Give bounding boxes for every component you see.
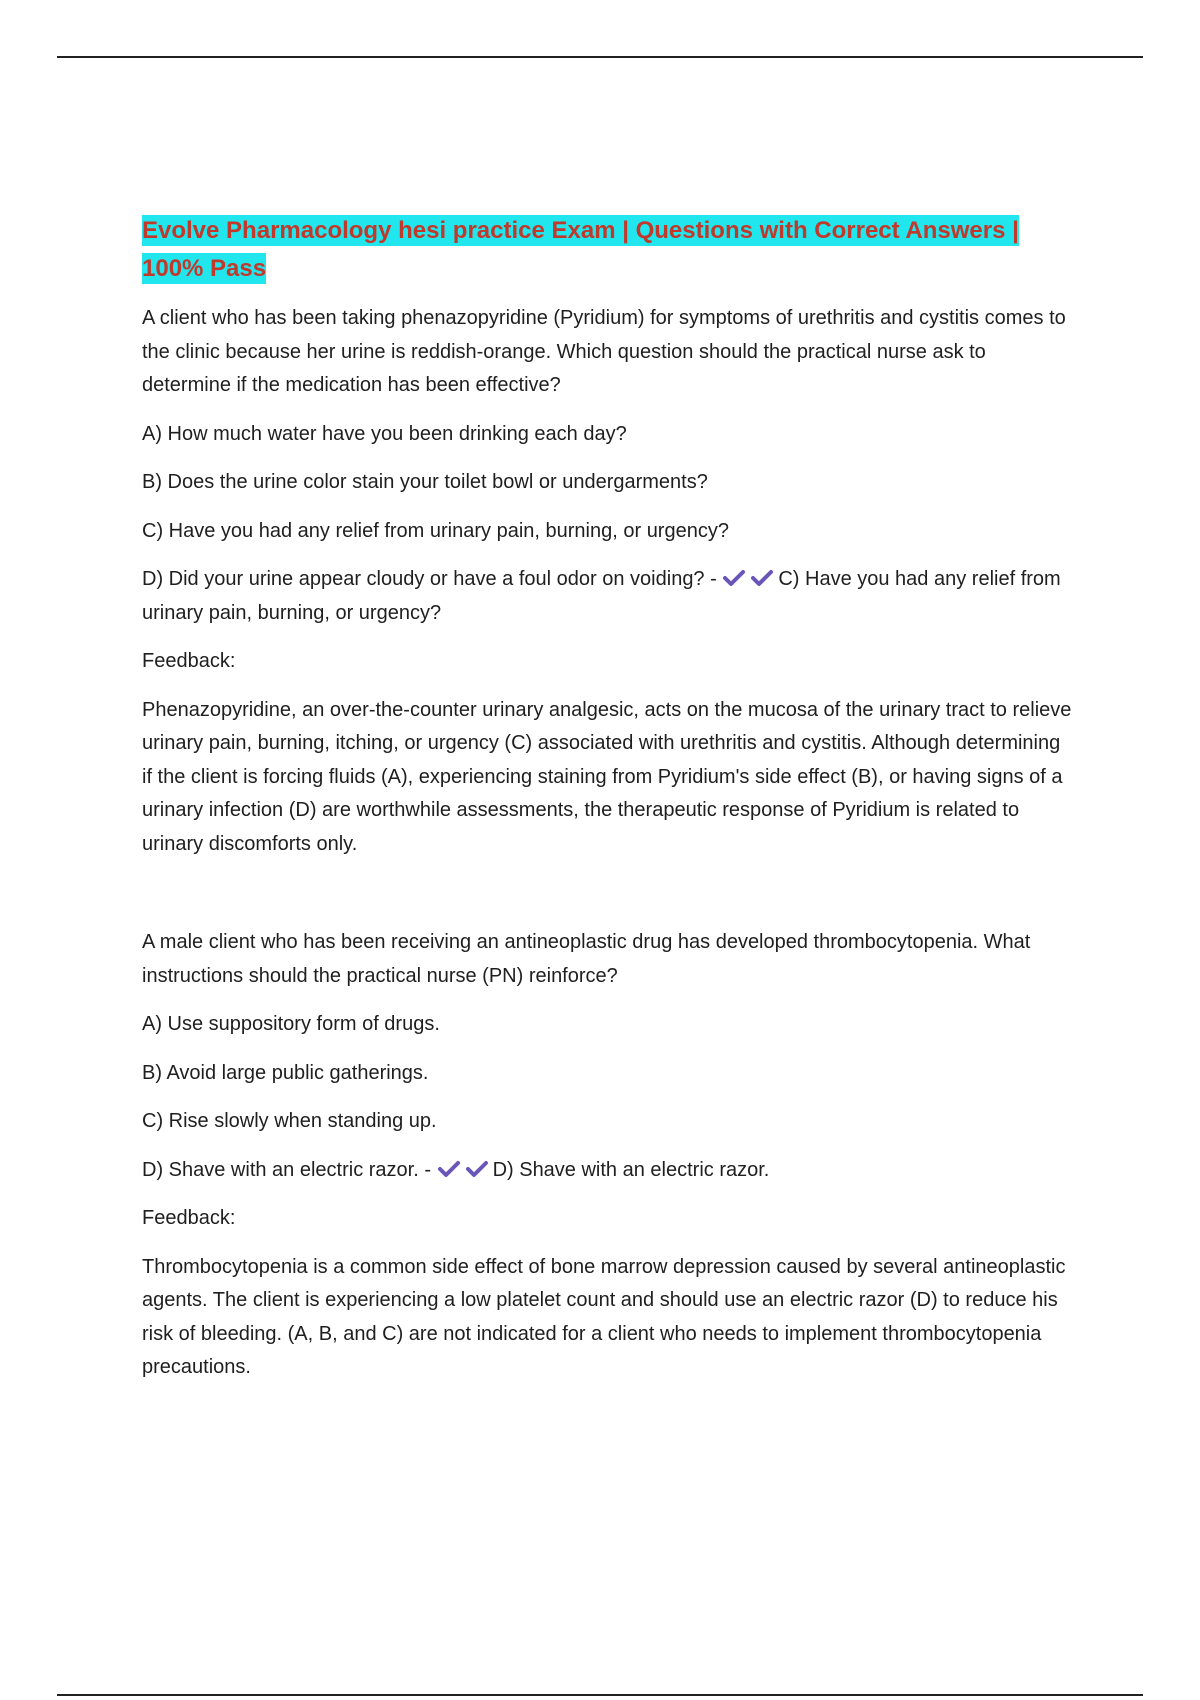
checkmark-icon: [750, 568, 774, 588]
option-d-with-answer: [142, 1154, 1072, 1188]
checkmark-icon: [722, 568, 746, 588]
checkmark-icon: [437, 1159, 461, 1179]
document-body: [142, 212, 1072, 1400]
option-a: A) How much water have you been drinking each day?: [142, 422, 627, 445]
option-d-with-answer: [142, 563, 1072, 630]
option-c: C) Rise slowly when standing up.: [142, 1110, 437, 1132]
correct-answer: C) Have you had any relief from urinary pain, burning, or urgency?: [142, 568, 1061, 624]
feedback-label: Feedback:: [142, 1207, 236, 1229]
header-rule: [57, 56, 1143, 58]
feedback-label: Feedback:: [142, 650, 236, 672]
question-block: [142, 926, 1072, 1385]
question-block: [142, 302, 1072, 861]
footer-rule: [57, 1694, 1143, 1696]
question-stem: A client who has been taking phenazopyridine (Pyridium) for symptoms of urethritis and cystitis comes to the clinic because her urine is reddish-orange. Which question should the practical nurse ask to determine if the medication has been effective?: [142, 307, 1066, 396]
section-spacer: [142, 876, 1072, 926]
document-title: Evolve Pharmacology hesi practice Exam | Questions with Correct Answers | 100% Pass: [142, 217, 1019, 282]
option-b: B) Does the urine color stain your toilet bowl or undergarments?: [142, 471, 708, 493]
option-c: C) Have you had any relief from urinary pain, burning, or urgency?: [142, 519, 729, 542]
feedback-text: Phenazopyridine, an over-the-counter urinary analgesic, acts on the mucosa of the urinary tract to relieve urinary pain, burning, itching, or urgency (C) associated with urethritis and cystitis. Although determining if the client is forcing fluids (A), experiencing staining from Pyridium's side effect (B), or having signs of a urinary infection (D) are worthwhile assessments, the therapeutic response of Pyridium is related to urinary discomforts only.: [142, 698, 1072, 855]
option-d: D) Shave with an electric razor. -: [142, 1158, 431, 1181]
option-d: D) Did your urine appear cloudy or have a foul odor on voiding? -: [142, 568, 717, 590]
question-stem: A male client who has been receiving an antineoplastic drug has developed thrombocytopenia. What instructions should the practical nurse (PN) reinforce?: [142, 931, 1031, 987]
option-b: B) Avoid large public gatherings.: [142, 1061, 429, 1084]
option-a: A) Use suppository form of drugs.: [142, 1013, 440, 1035]
correct-answer: D) Shave with an electric razor.: [492, 1158, 770, 1181]
feedback-text: Thrombocytopenia is a common side effect of bone marrow depression caused by several antineoplastic agents. The client is experiencing a low platelet count and should use an electric razor (D) to reduce his risk of bleeding. (A, B, and C) are not indicated for a client who needs to implement thrombocytopenia precautions.: [142, 1255, 1066, 1378]
checkmark-icon: [465, 1159, 489, 1179]
